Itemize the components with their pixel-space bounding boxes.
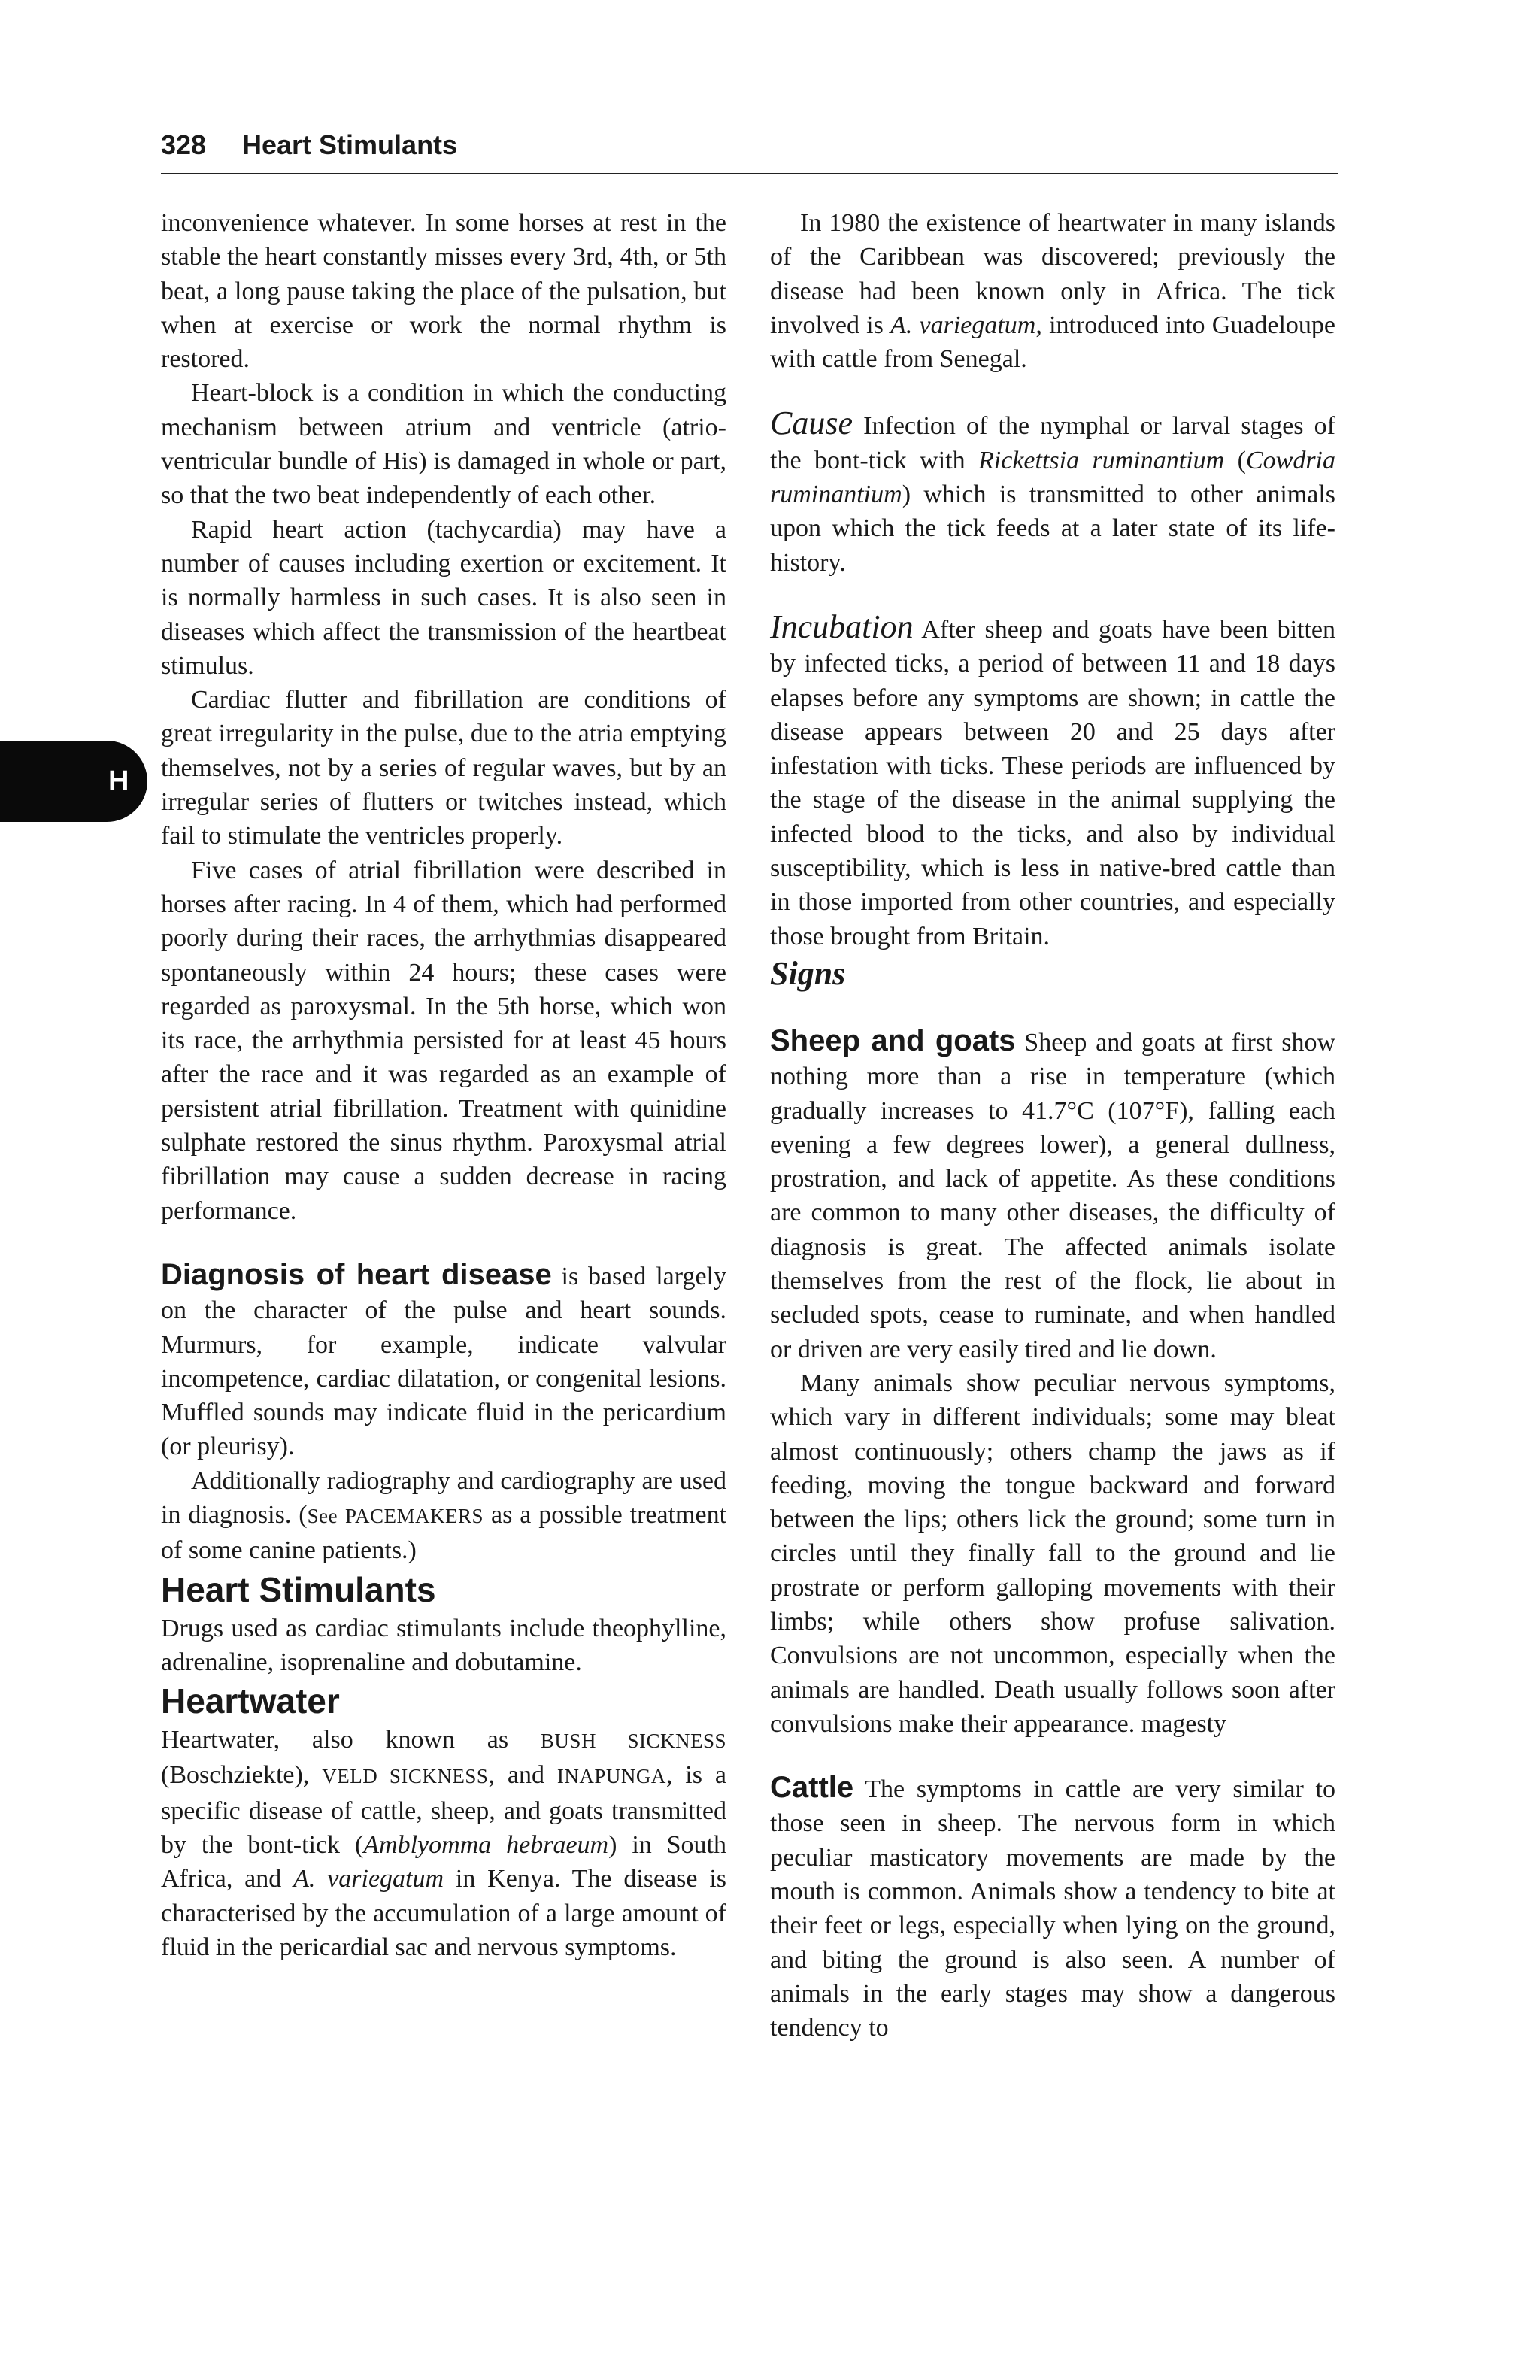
cross-reference: INAPUNGA: [556, 1765, 666, 1788]
species-name: A. variegatum: [890, 311, 1036, 339]
text-run: , introduced into Guadeloupe with cattle from Senegal.: [770, 311, 1335, 374]
entry-heading-heartwater: Heartwater: [161, 1681, 340, 1721]
paragraph-stimulants: Drugs used as cardiac stimulants include theophylline, adrenaline, isoprenaline and dobutamine.: [161, 1614, 726, 1676]
paragraph-atrial-fibrillation: Five cases of atrial fibrillation were described in horses after racing. In 4 of them, which had performed poorly during their races, the arrhythmias disappeared spontaneously within 24 hours; these cases were regarded as paroxysmal. In the 5th horse, which won its race, the arrhythmia persisted for at least 45 hours after the race and it was regarded as an example of persistent atrial fibrillation. Treatment with quinidine sulphate restored the sinus rhythm. Paroxysmal atrial fibrillation may cause a sudden decrease in racing performance.: [161, 856, 726, 1225]
paragraph-caribbean: [770, 206, 1335, 376]
entry-heading-heart-stimulants: Heart Stimulants: [161, 1569, 436, 1609]
cross-reference: PACEMAKERS: [345, 1504, 484, 1527]
see-label: See: [307, 1504, 338, 1527]
text-run: , is a specific disease of cattle, sheep, and goats transmitted by the bont-tick (: [161, 1761, 726, 1860]
page-number: 328: [161, 129, 207, 160]
thumb-index-letter: H: [108, 766, 129, 797]
text-run: in Kenya. The disease is characterised by the accumulation of a large amount of fluid in the pericardial sac and nervous symptoms.: [161, 1865, 727, 1961]
text-run: After sheep and goats have been bitten by infected ticks, a period of between 11 and 18 days elapses before any symptoms are shown; in cattle the disease appears between 20 and 25 days after infestation with ticks. These periods are influenced by the stage of the disease in the animal supplying the infected blood to the ticks, and also by individual susceptibility, which is less in native-bred cattle than in those imported from other countries, and especially those brought from Britain.: [770, 615, 1335, 950]
text-run: (: [1237, 446, 1246, 474]
species-name: A. variegatum: [293, 1865, 444, 1893]
paragraph-heartwater: [161, 1723, 726, 1964]
cause-heading: Cause: [770, 405, 853, 442]
paragraph-sheep-goats: [770, 1024, 1335, 1366]
paragraph: inconvenience whatever. In some horses at rest in the stable the heart constantly misses every 3rd, 4th, or 5th beat, a long pause taking the place of the pulsation, but when at exercise or work the normal rhythm is restored.: [161, 209, 726, 374]
sheep-goats-heading: Sheep and goats: [770, 1023, 1016, 1057]
left-column: [161, 206, 726, 1964]
paragraph-heart-block: Heart-block is a condition in which the conducting mechanism between atrium and ventricle (atrio-ventricular bundle of His) is damaged in whole or part, so that the two beat independently of each other.: [161, 379, 726, 510]
paragraph-tachycardia: Rapid heart action (tachycardia) may have a number of causes including exertion or excitement. It is normally harmless in such cases. It is also seen in diseases which affect the transmission of the heartbeat stimulus.: [161, 515, 726, 680]
cross-reference: BUSH SICKNESS: [540, 1730, 727, 1753]
incubation-heading: Incubation: [770, 608, 914, 645]
text-run: (Boschziekte),: [161, 1761, 310, 1790]
text-run: as a possible treatment of some canine patients.): [161, 1500, 727, 1565]
paragraph-cattle: [770, 1771, 1335, 2045]
text-run: In 1980 the existence of heartwater in many islands of the Caribbean was discovered; previously the disease had been known only in Africa. The tick involved is: [770, 209, 1335, 339]
paragraph-flutter: Cardiac flutter and fibrillation are conditions of great irregularity in the pulse, due to the atria emptying themselves, not by a series of regular waves, but by an irregular series of flutters or twitches instead, which fail to stimulate the ventricles properly.: [161, 686, 726, 850]
text-run: Additionally radiography and cardiography are used in diagnosis. (: [161, 1466, 726, 1529]
text-run: , and: [488, 1761, 544, 1790]
cattle-heading: Cattle: [770, 1771, 854, 1805]
paragraph-incubation: [770, 610, 1335, 954]
running-title: Heart Stimulants: [242, 129, 458, 160]
signs-heading: Signs: [770, 954, 846, 992]
paragraph-cause: [770, 406, 1335, 579]
text-run: Infection of the nymphal or larval stages of the bont-tick with: [770, 412, 1335, 474]
text-run: ) which is transmitted to other animals upon which the tick feeds at a later state of its life-history.: [770, 481, 1335, 577]
species-name: Cowdria ruminantium: [770, 446, 1336, 509]
species-name: Amblyomma hebraeum: [363, 1831, 609, 1860]
diagnosis-heading: Diagnosis of heart disease: [161, 1257, 552, 1291]
diagnosis-text: is based largely on the character of the pulse and heart sounds. Murmurs, for example, indicate valvular incompetence, cardiac dilatation, or congenital lesions. Muffled sounds may indicate fluid in the pericardium (or pleurisy).: [161, 1262, 726, 1461]
text-run: Heartwater, also known as: [161, 1726, 509, 1754]
species-name: Rickettsia ruminantium: [978, 446, 1225, 474]
text-run: The symptoms in cattle are very similar to those seen in sheep. The nervous form in which peculiar masticatory movements are made by the mouth is common. Animals show a tendency to bite at their feet or legs, especially when lying on the ground, and biting the ground is also seen. A number of animals in the early stages may show a dangerous tendency to: [770, 1775, 1336, 2042]
paragraph-nervous-symptoms: Many animals show peculiar nervous symptoms, which vary in different individuals; some may bleat almost continuously; others champ the jaws as if feeding, moving the tongue backward and forward between the lips; others lick the ground; some turn in circles until they finally fall to the ground and lie prostrate or perform galloping movements with their limbs; while others show profuse salivation. Convulsions are not uncommon, especially when the animals are handled. Death usually follows soon after convulsions make their appearance. magesty: [770, 1369, 1335, 1738]
right-column: [770, 206, 1335, 2045]
text-run: Sheep and goats at first show nothing more than a rise in temperature (which gradually increases to 41.7°C (107°F), falling each evening a few degrees lower), a general dullness, prostration, and lack of appetite. As these conditions are common to many other diseases, the difficulty of diagnosis is great. The affected animals isolate themselves from the rest of the flock, lie about in secluded spots, cease to ruminate, and when handled or driven are very easily tired and lie down.: [770, 1028, 1336, 1363]
paragraph-radiography: [161, 1464, 726, 1568]
text-run: ) in South Africa, and: [161, 1831, 727, 1893]
paragraph-diagnosis: [161, 1258, 726, 1464]
page-header: [161, 126, 1338, 174]
cross-reference: VELD SICKNESS: [322, 1765, 489, 1788]
